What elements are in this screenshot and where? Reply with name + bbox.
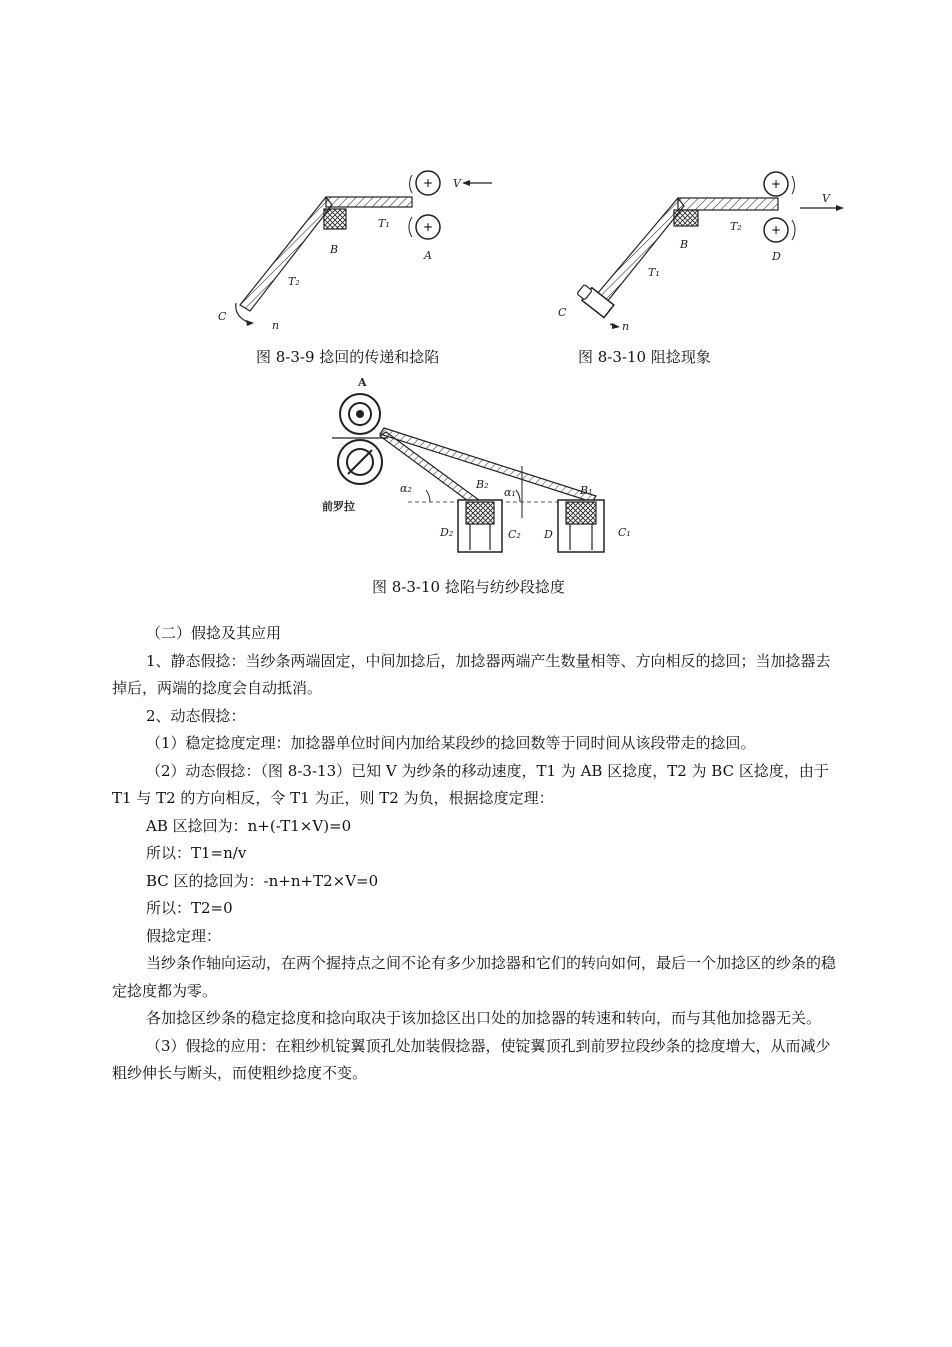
- label-n: n: [622, 320, 630, 333]
- equation-ab: AB 区捻回为：n+(-T1×V)=0: [146, 816, 352, 835]
- label-c2: C₂: [508, 528, 521, 541]
- svg-text:+: +: [770, 177, 782, 191]
- section-heading: （二）假捻及其应用: [146, 624, 282, 642]
- figure-caption-3: 图 8-3-10 捻陷与纺纱段捻度: [372, 578, 565, 596]
- yarn-segment-horizontal: [678, 198, 778, 210]
- yarn-segment-bc: [240, 197, 332, 311]
- document-body: [112, 620, 840, 1088]
- equation-t2: 所以：T2=0: [146, 899, 233, 917]
- paragraph-stable-twist-theorem: （1）稳定捻度定理：加捻器单位时间内加给某段纱的捻回数等于同时间从该段带走的捻回。: [146, 734, 756, 752]
- label-b2: B₂: [476, 478, 489, 491]
- label-t1: T₁: [648, 266, 660, 279]
- twister-b: [324, 209, 346, 229]
- twist-transfer-diagram: [210, 165, 510, 340]
- figure-twist-trap: [318, 378, 658, 568]
- label-c: C: [558, 306, 567, 319]
- label-t2: T₂: [288, 275, 300, 288]
- label-c1: C₁: [618, 526, 631, 539]
- paragraph-static-false-twist: 1、静态假捻：当纱条两端固定，中间加捻后，加捻器两端产生数量相等、方向相反的捻回；当加捻器去掉后，两端的捻度会自动抵消。: [112, 651, 831, 697]
- label-t2: T₂: [730, 220, 742, 233]
- twister-b: [674, 210, 698, 226]
- svg-text:+: +: [422, 176, 434, 190]
- label-d: D: [772, 250, 781, 263]
- label-b1: B₁: [580, 484, 593, 497]
- equation-bc: BC 区的捻回为：-n+n+T2×V=0: [146, 871, 379, 890]
- paragraph-dynamic-false-twist: （2）动态假捻：（图 8-3-13）已知 V 为纱条的移动速度，T1 为 AB 区捻度，T2 为 BC 区捻度，由于 T1 与 T2 的方向相反，令 T1 为正，则 T2 为负，根据捻度定理：: [112, 761, 829, 807]
- figure-caption-2: 图 8-3-10 阻捻现象: [578, 348, 711, 366]
- equation-t1: 所以：T1=n/v: [146, 844, 247, 862]
- figure-twist-blocking: [550, 168, 850, 340]
- figure-twist-transfer: [210, 165, 510, 340]
- label-front-roller: 前罗拉: [322, 500, 355, 513]
- label-a: A: [358, 378, 367, 389]
- yarn-segment-diagonal: [592, 198, 684, 308]
- label-b: B: [680, 238, 689, 251]
- label-n: n: [272, 319, 280, 332]
- svg-text:+: +: [422, 220, 434, 234]
- paragraph-dynamic-false-twist-heading: 2、动态假捻：: [146, 706, 246, 725]
- twist-blocking-diagram: [550, 168, 850, 340]
- label-c: C: [218, 310, 227, 323]
- label-d: D: [544, 528, 553, 541]
- figure-caption-1: 图 8-3-9 捻回的传递和捻陷: [256, 348, 440, 366]
- label-alpha2: α₂: [400, 482, 412, 495]
- theorem-heading: 假捻定理：: [146, 926, 222, 945]
- yarn-segment-ab: [326, 197, 412, 207]
- label-d2: D₂: [440, 526, 454, 539]
- label-a: A: [424, 249, 432, 262]
- paragraph-theorem-1: 当纱条作轴向运动，在两个握持点之间不论有多少加捻器和它们的转向如何，最后一个加捻区的纱条的稳定捻度都为零。: [112, 954, 837, 1000]
- label-v: V: [822, 192, 830, 205]
- label-t1: T₁: [378, 217, 390, 230]
- label-v: V: [453, 177, 461, 190]
- svg-text:+: +: [770, 223, 782, 237]
- paragraph-application: （3）假捻的应用：在粗纱机锭翼顶孔处加装假捻器，使锭翼顶孔到前罗拉段纱条的捻度增大，从而减少粗纱伸长与断头，而使粗纱捻度不变。: [112, 1036, 831, 1082]
- twist-trap-diagram: [318, 378, 658, 568]
- label-alpha1: α₁: [504, 486, 516, 499]
- paragraph-theorem-2: 各加捻区纱条的稳定捻度和捻向取决于该加捻区出口处的加捻器的转速和转向，而与其他加捻器无关。: [146, 1009, 822, 1027]
- label-b: B: [330, 243, 339, 256]
